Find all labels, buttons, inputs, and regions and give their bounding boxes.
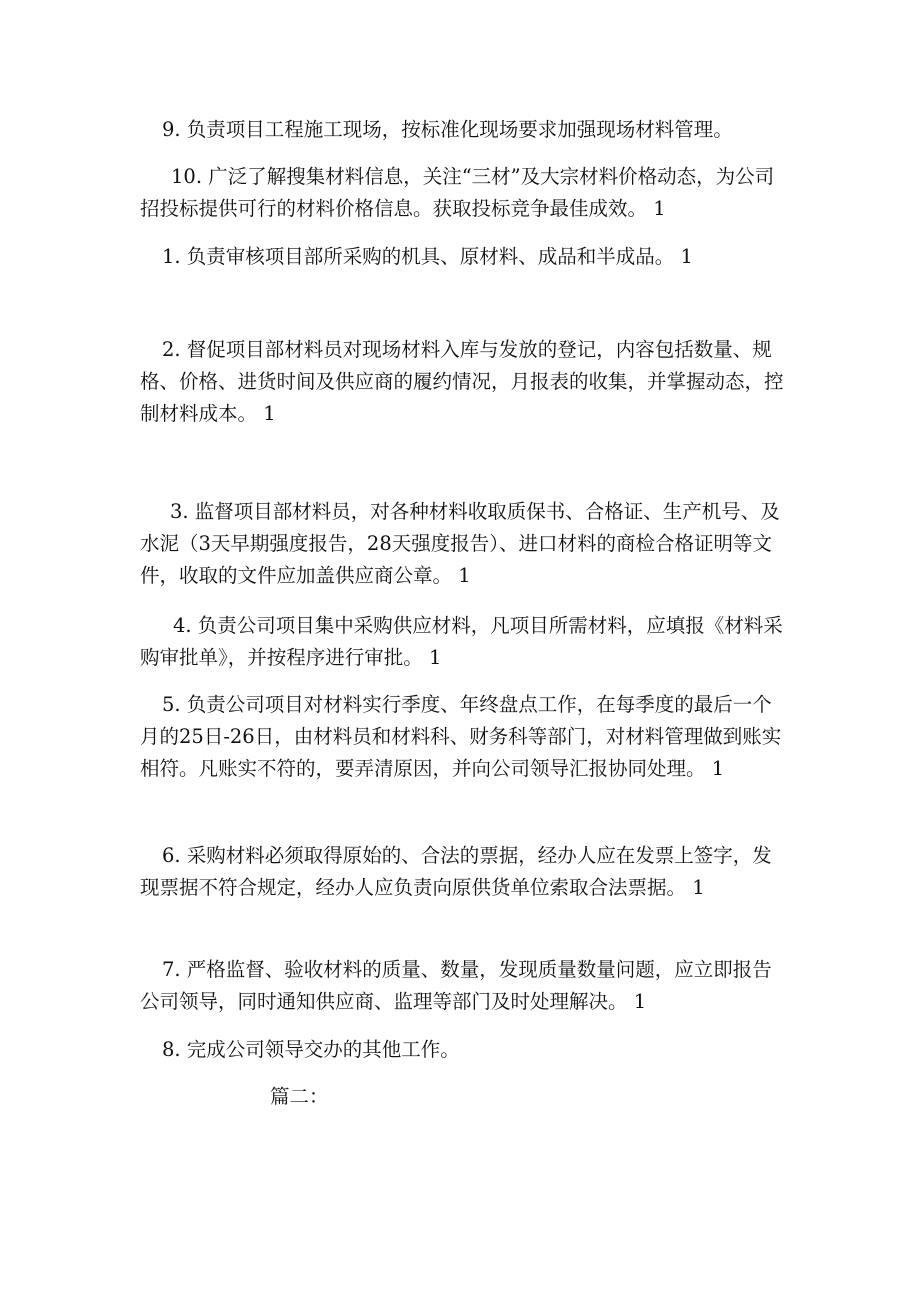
paragraph-item-4: 4. 负责公司项目集中采购供应材料，凡项目所需材料，应填报《材料采购审批单》，并按程序进行审批。 1 [140, 614, 783, 669]
paragraph-item-5: 5. 负责公司项目对材料实行季度、年终盘点工作，在每季度的最后一个月的25日-26日，由材料员和材料科、财务科等部门，对材料管理做到账实相符。凡账实不符的，要弄清原因，并向公司领导汇报协同处理。 1 [140, 693, 782, 780]
paragraph-item-7: 7. 严格监督、验收材料的质量、数量，发现质量数量问题，应立即报告公司领导，同时通知供应商、监理等部门及时处理解决。 1 [140, 958, 772, 1013]
paragraph-item-3: 3. 监督项目部材料员，对各种材料收取质保书、合格证、生产机号、及水泥（3天早期强度报告，28天强度报告）、进口材料的商检合格证明等文件，收取的文件应加盖供应商公章。 1 [140, 500, 780, 587]
section-heading: 篇二： [270, 1085, 329, 1108]
paragraph-item-9: 9. 负责项目工程施工现场，按标准化现场要求加强现场材料管理。 [162, 118, 733, 141]
paragraph-item-6: 6. 采购材料必须取得原始的、合法的票据，经办人应在发票上签字，发现票据不符合规定，经办人应负责向原供货单位索取合法票据。 1 [140, 844, 772, 899]
paragraph-item-10: 10. 广泛了解搜集材料信息，关注“三材”及大宗材料价格动态，为公司招投标提供可行的材料价格信息。获取投标竞争最佳成效。 1 [140, 165, 775, 220]
paragraph-item-1: 1. 负责审核项目部所采购的机具、原材料、成品和半成品。 1 [162, 245, 693, 268]
paragraph-item-2: 2. 督促项目部材料员对现场材料入库与发放的登记，内容包括数量、规格、价格、进货时间及供应商的履约情况，月报表的收集，并掌握动态，控制材料成本。 1 [140, 338, 784, 425]
paragraph-item-8: 8. 完成公司领导交办的其他工作。 [162, 1038, 460, 1061]
